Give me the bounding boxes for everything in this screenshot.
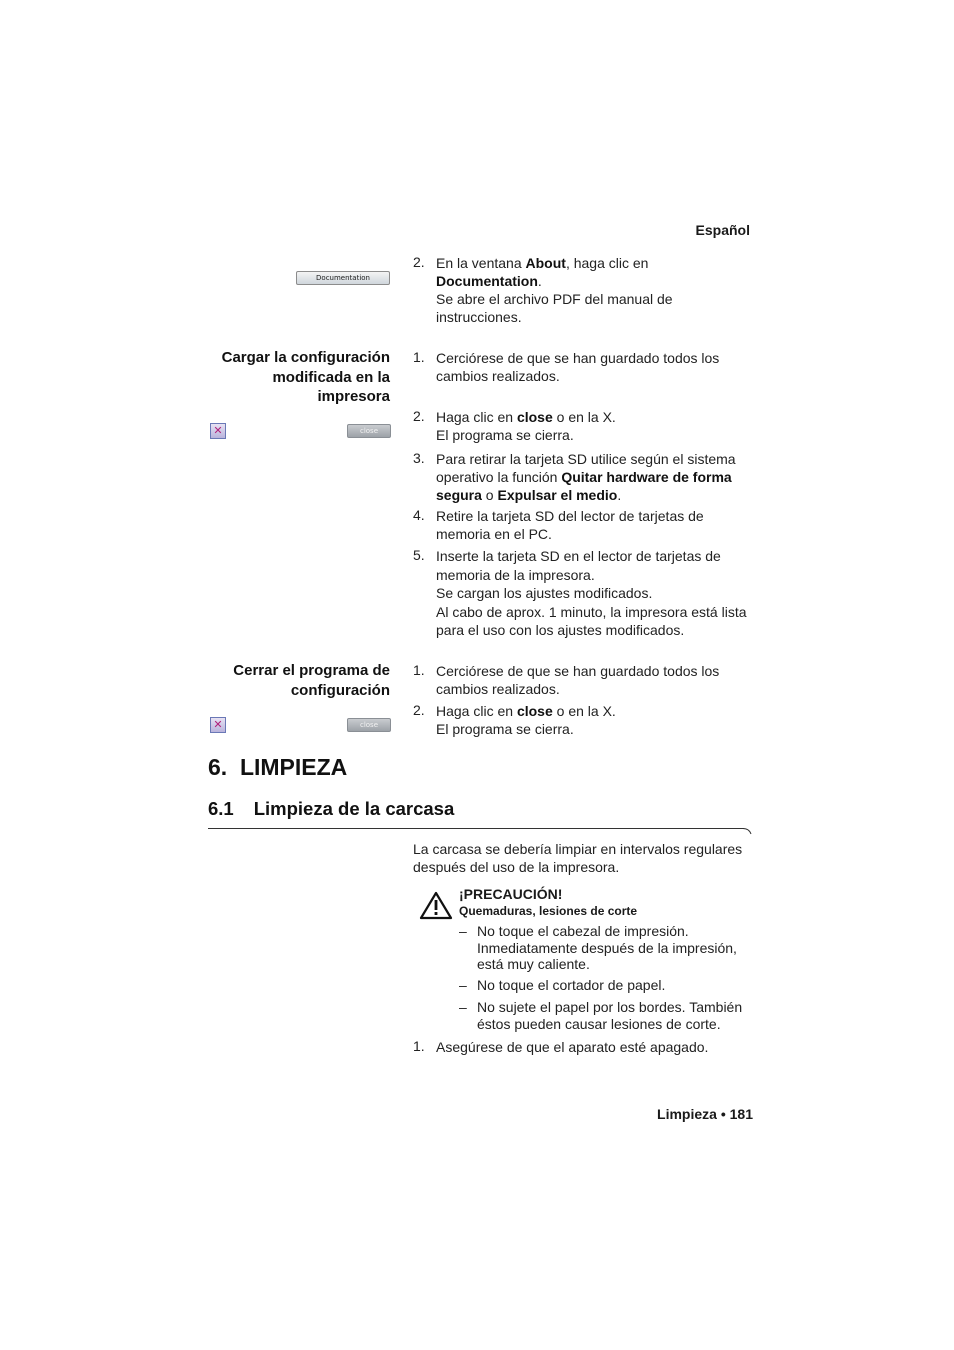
step-doc-text: En la ventana About, haga clic en Documentation. Se abre el archivo PDF del manual de instrucciones. xyxy=(436,255,673,325)
section-heading-close-program: Cerrar el programa de configuración xyxy=(233,662,390,699)
cleaning-intro: La carcasa se debería limpiar en intervalos regulares después del uso de la impresora. xyxy=(413,841,743,875)
close-x-icon: ✕ xyxy=(210,423,226,439)
step-number: 1. xyxy=(413,662,425,678)
step-number: 2. xyxy=(413,702,425,718)
caution-dash: – xyxy=(459,923,467,939)
subsection-rule xyxy=(208,828,744,829)
caution-dash: – xyxy=(459,977,467,993)
warning-triangle-icon xyxy=(419,891,453,920)
caution-bullet: No sujete el papel por los bordes. También éstos pueden causar lesiones de corte. xyxy=(477,999,743,1032)
caution-dash: – xyxy=(459,999,467,1015)
close-button-image: close xyxy=(347,718,391,732)
step-number: 4. xyxy=(413,507,425,523)
caution-title: ¡PRECAUCIÓN! xyxy=(459,886,563,902)
subsection-title: 6.1 Limpieza de la carcasa xyxy=(208,798,455,819)
caution-subtitle: Quemaduras, lesiones de corte xyxy=(459,904,638,918)
caution-bullet: No toque el cortador de papel. xyxy=(477,977,666,993)
step-text: Asegúrese de que el aparato esté apagado. xyxy=(436,1039,709,1055)
step-number: 2. xyxy=(413,254,425,270)
documentation-button-image: Documentation xyxy=(296,271,390,285)
step-text: Inserte la tarjeta SD en el lector de tarjetas de memoria de la impresora. Se cargan los ajustes modificados. Al cabo de aprox. 1 minuto, la impresora está lista para el uso con los ajustes modificados. xyxy=(436,548,747,638)
close-button-image: close xyxy=(347,424,391,438)
step-number: 3. xyxy=(413,450,425,466)
step-text: Para retirar la tarjeta SD utilice según el sistema operativo la función Quitar hardware de forma segura o Expulsar el medio. xyxy=(436,451,736,503)
caution-bullet: No toque el cabezal de impresión. Inmediatamente después de la impresión, está muy caliente. xyxy=(477,923,737,972)
step-text: Retire la tarjeta SD del lector de tarjetas de memoria en el PC. xyxy=(436,508,704,542)
step-number: 1. xyxy=(413,349,425,365)
subsection-rule-corner xyxy=(743,828,753,838)
step-number: 5. xyxy=(413,547,425,563)
page-footer: Limpieza • 181 xyxy=(657,1106,753,1122)
step-text: Cerciórese de que se han guardado todos los cambios realizados. xyxy=(436,350,720,384)
step-text: Haga clic en close o en la X. El programa se cierra. xyxy=(436,409,616,443)
page-language-header: Español xyxy=(695,222,750,238)
close-x-icon: ✕ xyxy=(210,717,226,733)
step-text: Haga clic en close o en la X. El programa se cierra. xyxy=(436,703,616,737)
step-text: Cerciórese de que se han guardado todos los cambios realizados. xyxy=(436,663,720,697)
step-number: 1. xyxy=(413,1038,425,1054)
section-heading-load-config: Cargar la configuración modificada en la impresora xyxy=(221,349,390,405)
step-number: 2. xyxy=(413,408,425,424)
chapter-title: 6. LIMPIEZA xyxy=(208,754,348,780)
